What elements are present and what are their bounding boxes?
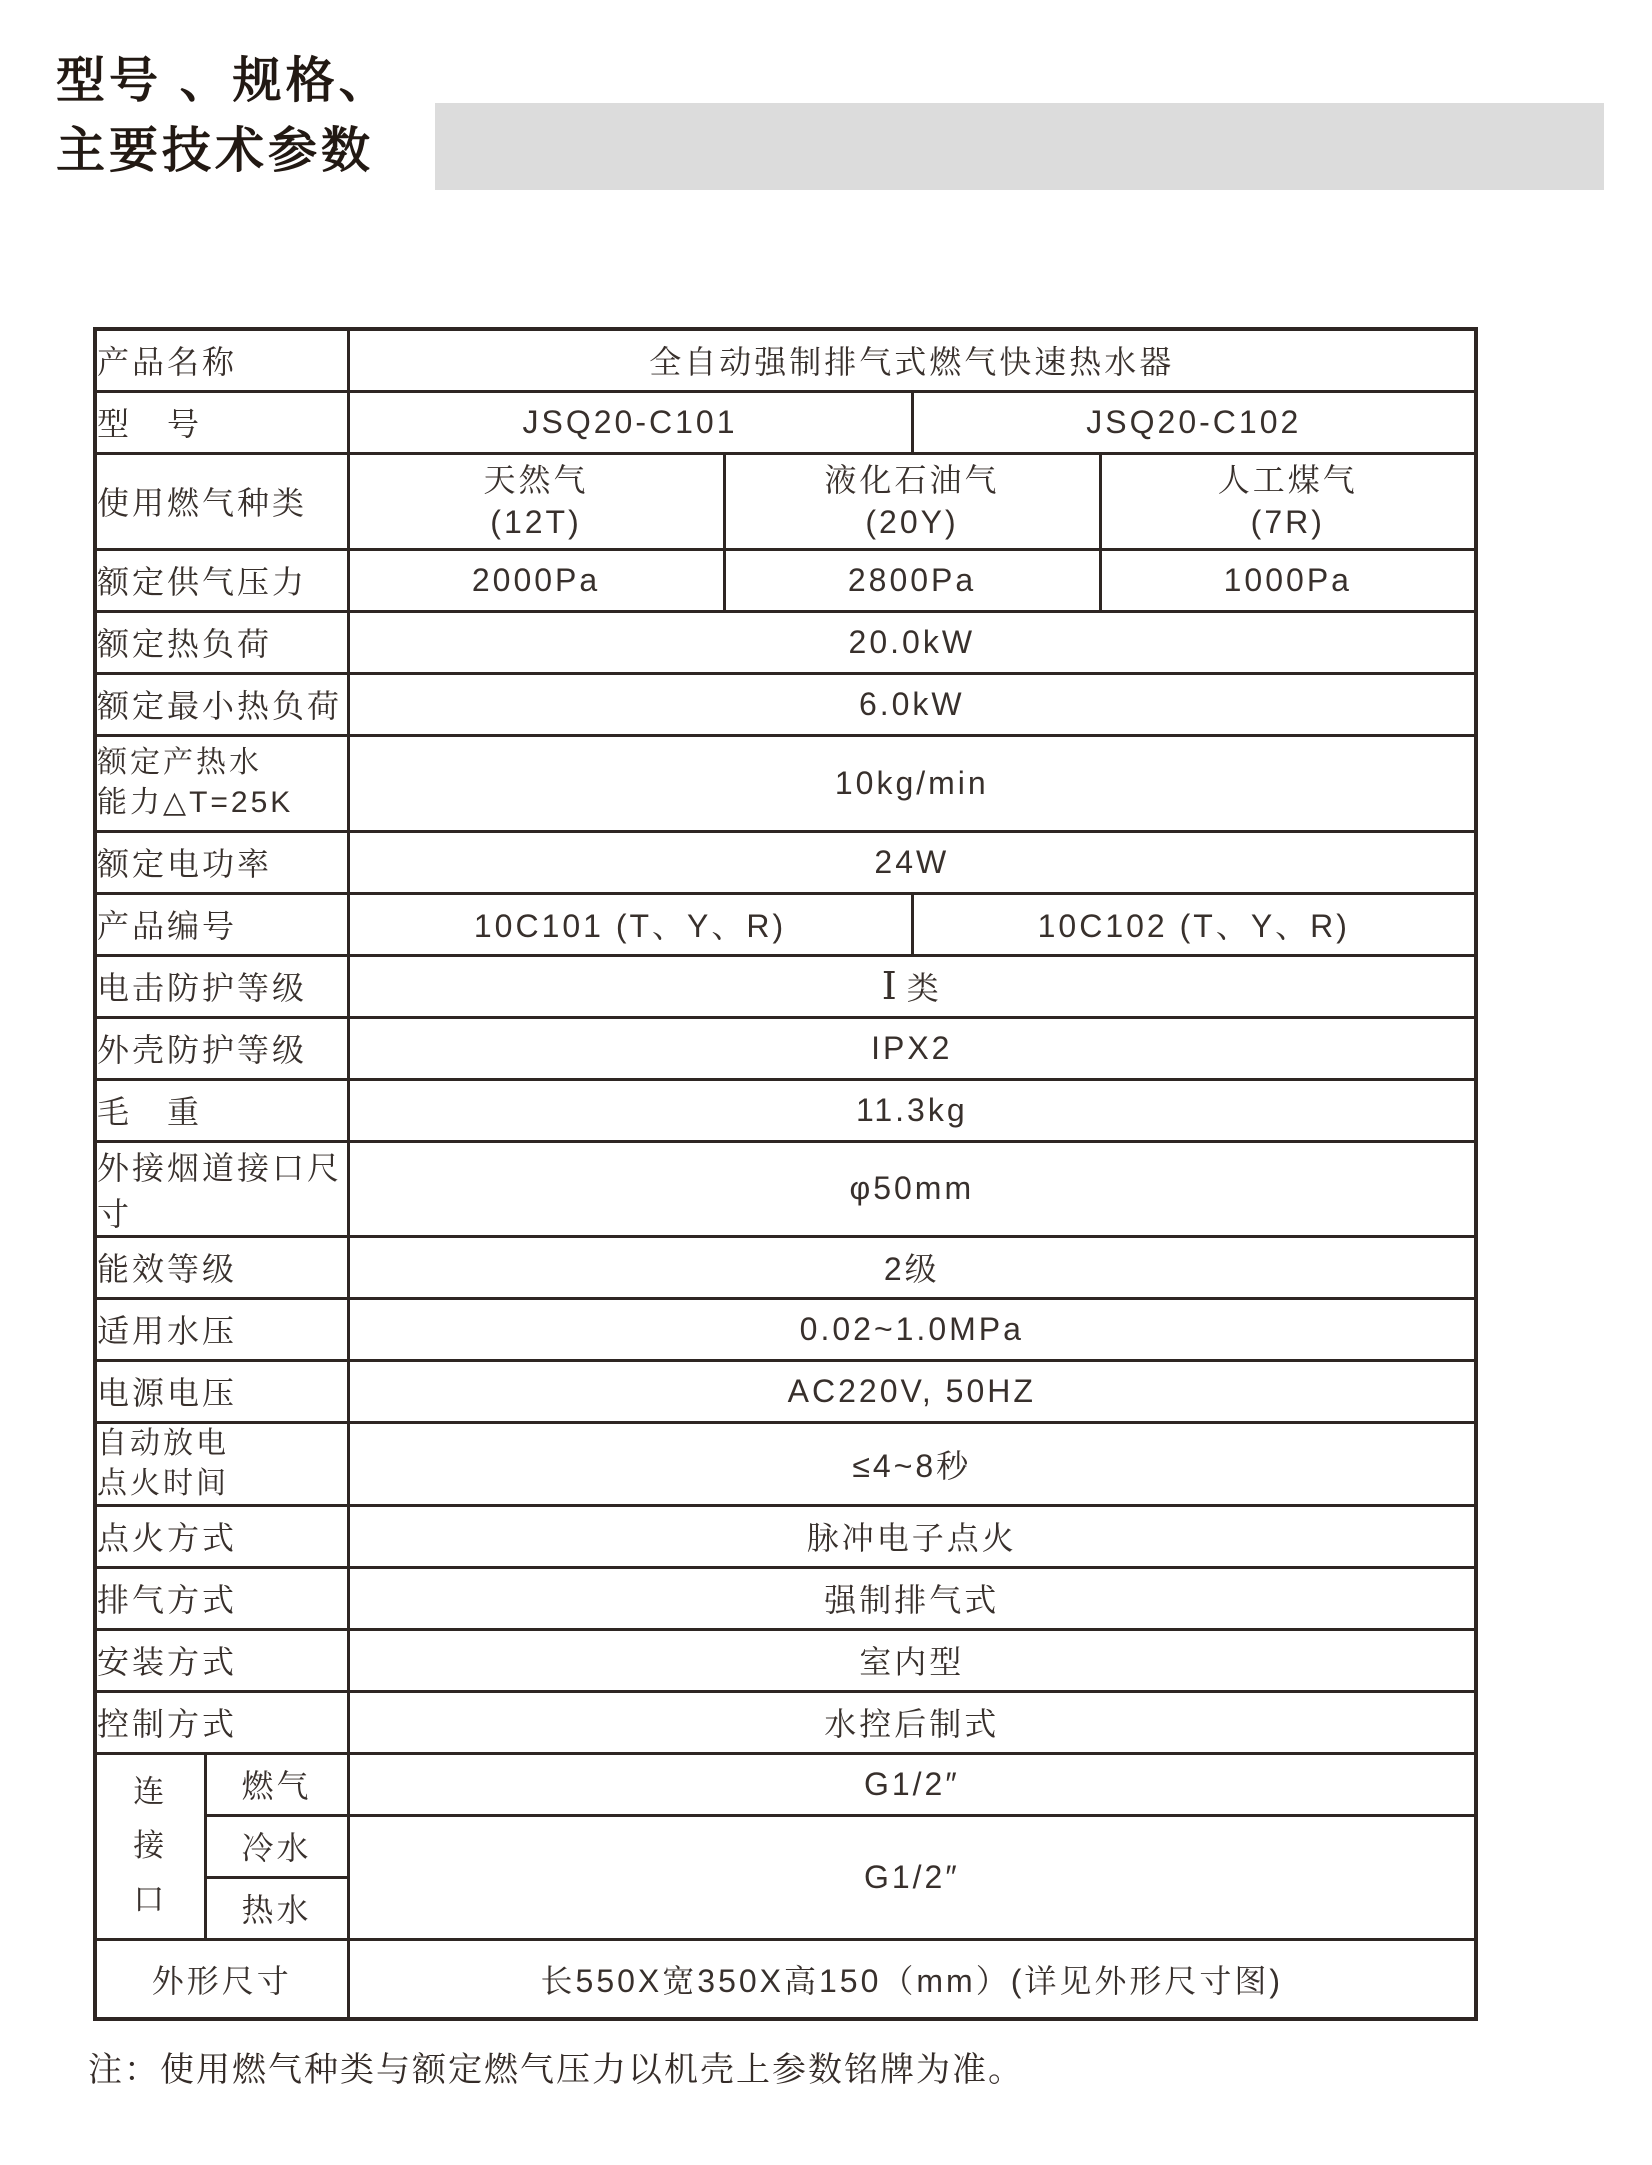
gas-type-coal-code: (7R) bbox=[1250, 504, 1325, 540]
gross-weight-label: 毛 重 bbox=[95, 1079, 348, 1141]
table-row-installation bbox=[95, 1629, 1476, 1691]
gas-type-coal-name: 人工煤气 bbox=[1217, 462, 1358, 498]
product-name-value: 全自动强制排气式燃气快速热水器 bbox=[348, 329, 1476, 391]
table-row-ignition-mode bbox=[95, 1505, 1476, 1567]
exhaust-mode-value: 强制排气式 bbox=[348, 1567, 1476, 1629]
heat-load-label: 额定热负荷 bbox=[95, 611, 348, 673]
gas-pressure-natural: 2000Pa bbox=[348, 549, 724, 611]
gas-type-lpg-name: 液化石油气 bbox=[824, 462, 1000, 498]
installation-label: 安装方式 bbox=[95, 1629, 348, 1691]
gas-pressure-lpg: 2800Pa bbox=[724, 549, 1100, 611]
shock-protection-class-numeral: I bbox=[881, 964, 897, 1008]
table-row-product-code bbox=[95, 893, 1476, 955]
heat-load-value: 20.0kW bbox=[348, 611, 1476, 673]
table-row-ignition-time bbox=[95, 1422, 1476, 1505]
shock-protection-value bbox=[348, 955, 1476, 1017]
ignition-time-label-line1: 自动放电 bbox=[97, 1426, 229, 1460]
control-label: 控制方式 bbox=[95, 1691, 348, 1753]
hot-water-capacity-label-line1: 额定产热水 bbox=[97, 746, 262, 779]
product-code-label: 产品编号 bbox=[95, 893, 348, 955]
table-row-voltage bbox=[95, 1360, 1476, 1422]
footnote: 注：使用燃气种类与额定燃气压力以机壳上参数铭牌为准。 bbox=[88, 2051, 1024, 2089]
min-heat-load-value: 6.0kW bbox=[348, 673, 1476, 735]
model-value-c101: JSQ20-C101 bbox=[348, 391, 912, 453]
table-row-connection-cold-water bbox=[95, 1815, 1476, 1877]
water-pressure-value: 0.02~1.0MPa bbox=[348, 1298, 1476, 1360]
shock-protection-label: 电击防护等级 bbox=[95, 955, 348, 1017]
ignition-time-value: ≤4~8秒 bbox=[348, 1422, 1476, 1505]
gas-type-natural-code: (12T) bbox=[490, 504, 582, 540]
gas-type-lpg bbox=[724, 453, 1100, 549]
shell-protection-label: 外壳防护等级 bbox=[95, 1017, 348, 1079]
table-row-hot-water-capacity bbox=[95, 735, 1476, 831]
hot-water-capacity-value: 10kg/min bbox=[348, 735, 1476, 831]
spec-table bbox=[93, 327, 1478, 2021]
page-title bbox=[56, 46, 392, 186]
page-title-line2: 主要技术参数 bbox=[56, 124, 375, 178]
flue-size-value: φ50mm bbox=[348, 1141, 1476, 1236]
connection-cold-water-label: 冷水 bbox=[205, 1815, 348, 1877]
gross-weight-value: 11.3kg bbox=[348, 1079, 1476, 1141]
table-row-shock-protection bbox=[95, 955, 1476, 1017]
dimensions-value: 长550X宽350X高150（mm）(详见外形尺寸图) bbox=[348, 1939, 1476, 2019]
min-heat-load-label: 额定最小热负荷 bbox=[95, 673, 348, 735]
table-row-energy-rating bbox=[95, 1236, 1476, 1298]
installation-value: 室内型 bbox=[348, 1629, 1476, 1691]
gas-pressure-label: 额定供气压力 bbox=[95, 549, 348, 611]
ignition-mode-label: 点火方式 bbox=[95, 1505, 348, 1567]
rated-power-value: 24W bbox=[348, 831, 1476, 893]
connection-water-value: G1/2″ bbox=[348, 1815, 1476, 1939]
table-row-rated-power bbox=[95, 831, 1476, 893]
ignition-time-label bbox=[95, 1422, 348, 1505]
gas-type-coal bbox=[1100, 453, 1476, 549]
gas-type-natural-name: 天然气 bbox=[483, 462, 589, 498]
table-row-flue-size bbox=[95, 1141, 1476, 1236]
table-row-water-pressure bbox=[95, 1298, 1476, 1360]
model-value-c102: JSQ20-C102 bbox=[912, 391, 1476, 453]
table-row-gas-pressure bbox=[95, 549, 1476, 611]
connection-gas-value: G1/2″ bbox=[348, 1753, 1476, 1815]
table-row-model bbox=[95, 391, 1476, 453]
model-label: 型 号 bbox=[95, 391, 348, 453]
table-row-control bbox=[95, 1691, 1476, 1753]
connections-label bbox=[95, 1753, 205, 1939]
voltage-label: 电源电压 bbox=[95, 1360, 348, 1422]
gas-type-natural bbox=[348, 453, 724, 549]
shock-protection-class-suffix: 类 bbox=[906, 970, 942, 1006]
control-value: 水控后制式 bbox=[348, 1691, 1476, 1753]
energy-rating-value: 2级 bbox=[348, 1236, 1476, 1298]
flue-size-label: 外接烟道接口尺寸 bbox=[95, 1141, 348, 1236]
gas-pressure-coal: 1000Pa bbox=[1100, 549, 1476, 611]
energy-rating-label: 能效等级 bbox=[95, 1236, 348, 1298]
table-row-shell-protection bbox=[95, 1017, 1476, 1079]
table-row-exhaust-mode bbox=[95, 1567, 1476, 1629]
table-row-dimensions bbox=[95, 1939, 1476, 2019]
product-code-c101: 10C101 (T、Y、R) bbox=[348, 893, 912, 955]
connection-gas-label: 燃气 bbox=[205, 1753, 348, 1815]
shell-protection-value: IPX2 bbox=[348, 1017, 1476, 1079]
page-title-line1: 型号 、规格、 bbox=[56, 54, 392, 108]
table-row-heat-load bbox=[95, 611, 1476, 673]
dimensions-label: 外形尺寸 bbox=[95, 1939, 348, 2019]
gas-type-lpg-code: (20Y) bbox=[865, 504, 959, 540]
exhaust-mode-label: 排气方式 bbox=[95, 1567, 348, 1629]
water-pressure-label: 适用水压 bbox=[95, 1298, 348, 1360]
product-name-label: 产品名称 bbox=[95, 329, 348, 391]
table-row-connection-gas bbox=[95, 1753, 1476, 1815]
ignition-time-label-line2: 点火时间 bbox=[97, 1466, 229, 1500]
connections-label-char2: 接 bbox=[133, 1828, 168, 1863]
product-code-c102: 10C102 (T、Y、R) bbox=[912, 893, 1476, 955]
title-accent-bar bbox=[435, 103, 1604, 190]
connection-hot-water-label: 热水 bbox=[205, 1877, 348, 1939]
connections-label-char3: 口 bbox=[133, 1882, 168, 1917]
table-row-gross-weight bbox=[95, 1079, 1476, 1141]
table-row-gas-types bbox=[95, 453, 1476, 549]
connections-label-char1: 连 bbox=[133, 1774, 168, 1809]
rated-power-label: 额定电功率 bbox=[95, 831, 348, 893]
table-row-product-name bbox=[95, 329, 1476, 391]
hot-water-capacity-label-line2: 能力△T=25K bbox=[97, 786, 294, 819]
table-row-min-heat-load bbox=[95, 673, 1476, 735]
hot-water-capacity-label bbox=[95, 735, 348, 831]
gas-types-label: 使用燃气种类 bbox=[95, 453, 348, 549]
ignition-mode-value: 脉冲电子点火 bbox=[348, 1505, 1476, 1567]
voltage-value: AC220V, 50HZ bbox=[348, 1360, 1476, 1422]
